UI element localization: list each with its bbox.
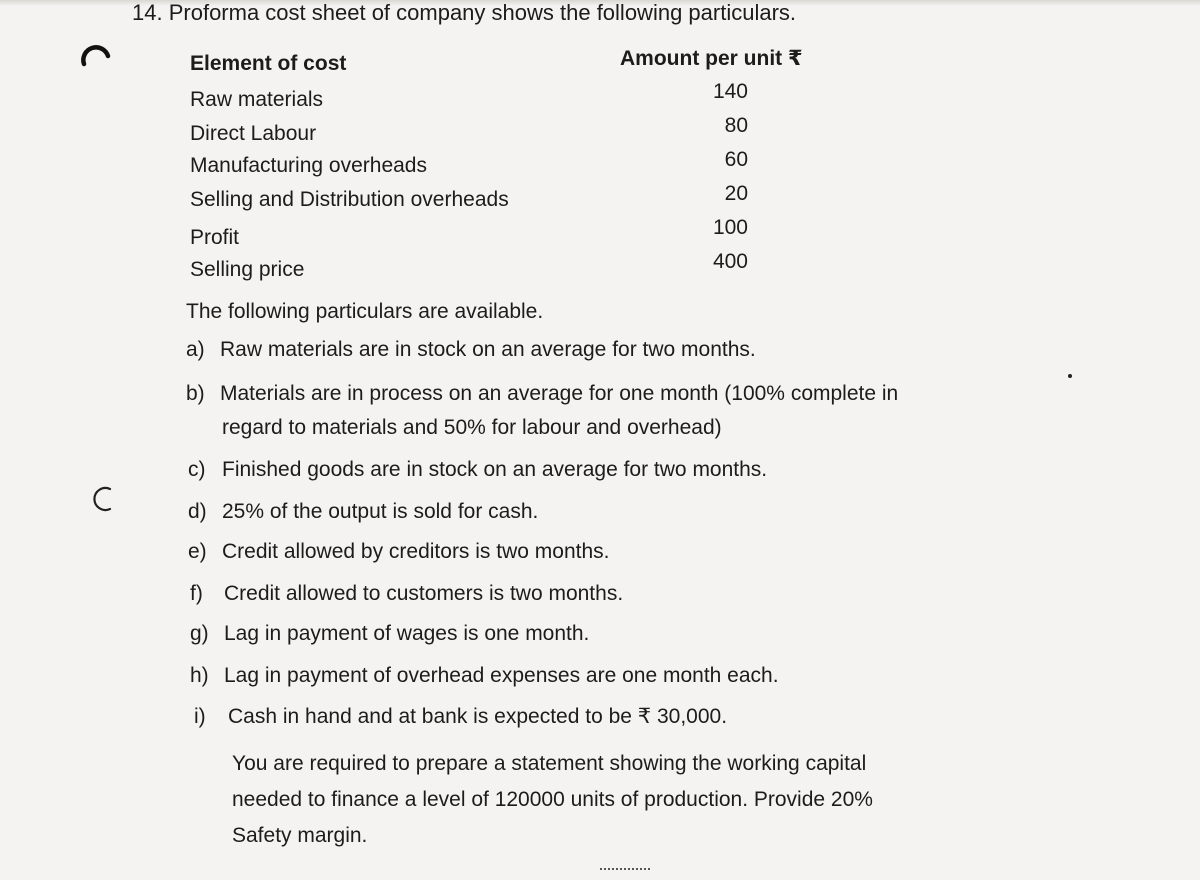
ink-speck [1068, 374, 1072, 378]
list-item [186, 338, 756, 362]
question-number: 14. [132, 0, 163, 25]
cost-row-amount: 140 [712, 80, 748, 103]
cost-row-label: Manufacturing overheads [190, 154, 427, 177]
list-item [194, 704, 727, 729]
task-line: Safety margin. [232, 824, 368, 847]
list-item-label: e) [188, 540, 207, 563]
list-item [190, 664, 779, 688]
list-item-label: h) [190, 664, 209, 687]
list-item-text: 25% of the output is sold for cash. [222, 500, 539, 523]
list-item-text: Raw materials are in stock on an average for two months. [220, 338, 756, 361]
cost-row-amount: 20 [724, 182, 748, 205]
list-item-text: Credit allowed to customers is two months. [224, 582, 624, 605]
list-item-text: Lag in payment of wages is one month. [224, 622, 590, 645]
task-line: You are required to prepare a statement showing the working capital [232, 752, 867, 775]
binder-hole-top [78, 42, 114, 78]
cost-row-amount: 60 [724, 148, 748, 171]
list-item [188, 500, 538, 524]
list-item-label: g) [190, 622, 209, 645]
cost-row-label: Direct Labour [190, 122, 317, 145]
cost-row-amount: 400 [712, 250, 748, 273]
task-line: needed to finance a level of 120000 units of production. Provide 20% [232, 788, 873, 811]
question-heading [132, 0, 796, 26]
table-header-amount: Amount per unit ₹ [620, 47, 803, 70]
ink-speck [600, 868, 650, 873]
list-item-label: a) [186, 338, 205, 361]
list-item-text: Materials are in process on an average for one month (100% complete in [220, 382, 899, 405]
list-item-text: Credit allowed by creditors is two months. [222, 540, 610, 563]
list-item [188, 540, 610, 564]
cost-row-amount: 80 [724, 114, 748, 137]
cost-row-label: Profit [190, 226, 240, 249]
table-header-element: Element of cost [190, 52, 347, 75]
list-item [186, 382, 898, 406]
cost-row-amount: 100 [712, 216, 748, 239]
list-item-text: Lag in payment of overhead expenses are one month each. [224, 664, 779, 687]
list-item-label: c) [188, 458, 206, 481]
particulars-intro: The following particulars are available. [186, 300, 544, 323]
list-item-label: d) [188, 500, 207, 523]
list-item-label: b) [186, 382, 205, 405]
question-title: Proforma cost sheet of company shows the following particulars. [168, 0, 797, 25]
cost-row-label: Selling price [190, 258, 305, 281]
list-item [190, 582, 623, 606]
list-item [190, 622, 589, 646]
cost-row-label: Raw materials [190, 88, 324, 111]
list-item-continuation: regard to materials and 50% for labour and overhead) [222, 416, 722, 439]
list-item-text: Finished goods are in stock on an average for two months. [222, 458, 768, 481]
list-item [188, 458, 767, 482]
cost-row-label: Selling and Distribution overheads [190, 188, 509, 211]
list-item-label: f) [190, 582, 203, 605]
binder-hole-middle [86, 482, 118, 516]
list-item-text: Cash in hand and at bank is expected to be ₹ 30,000. [228, 705, 728, 728]
list-item-label: i) [194, 705, 206, 728]
